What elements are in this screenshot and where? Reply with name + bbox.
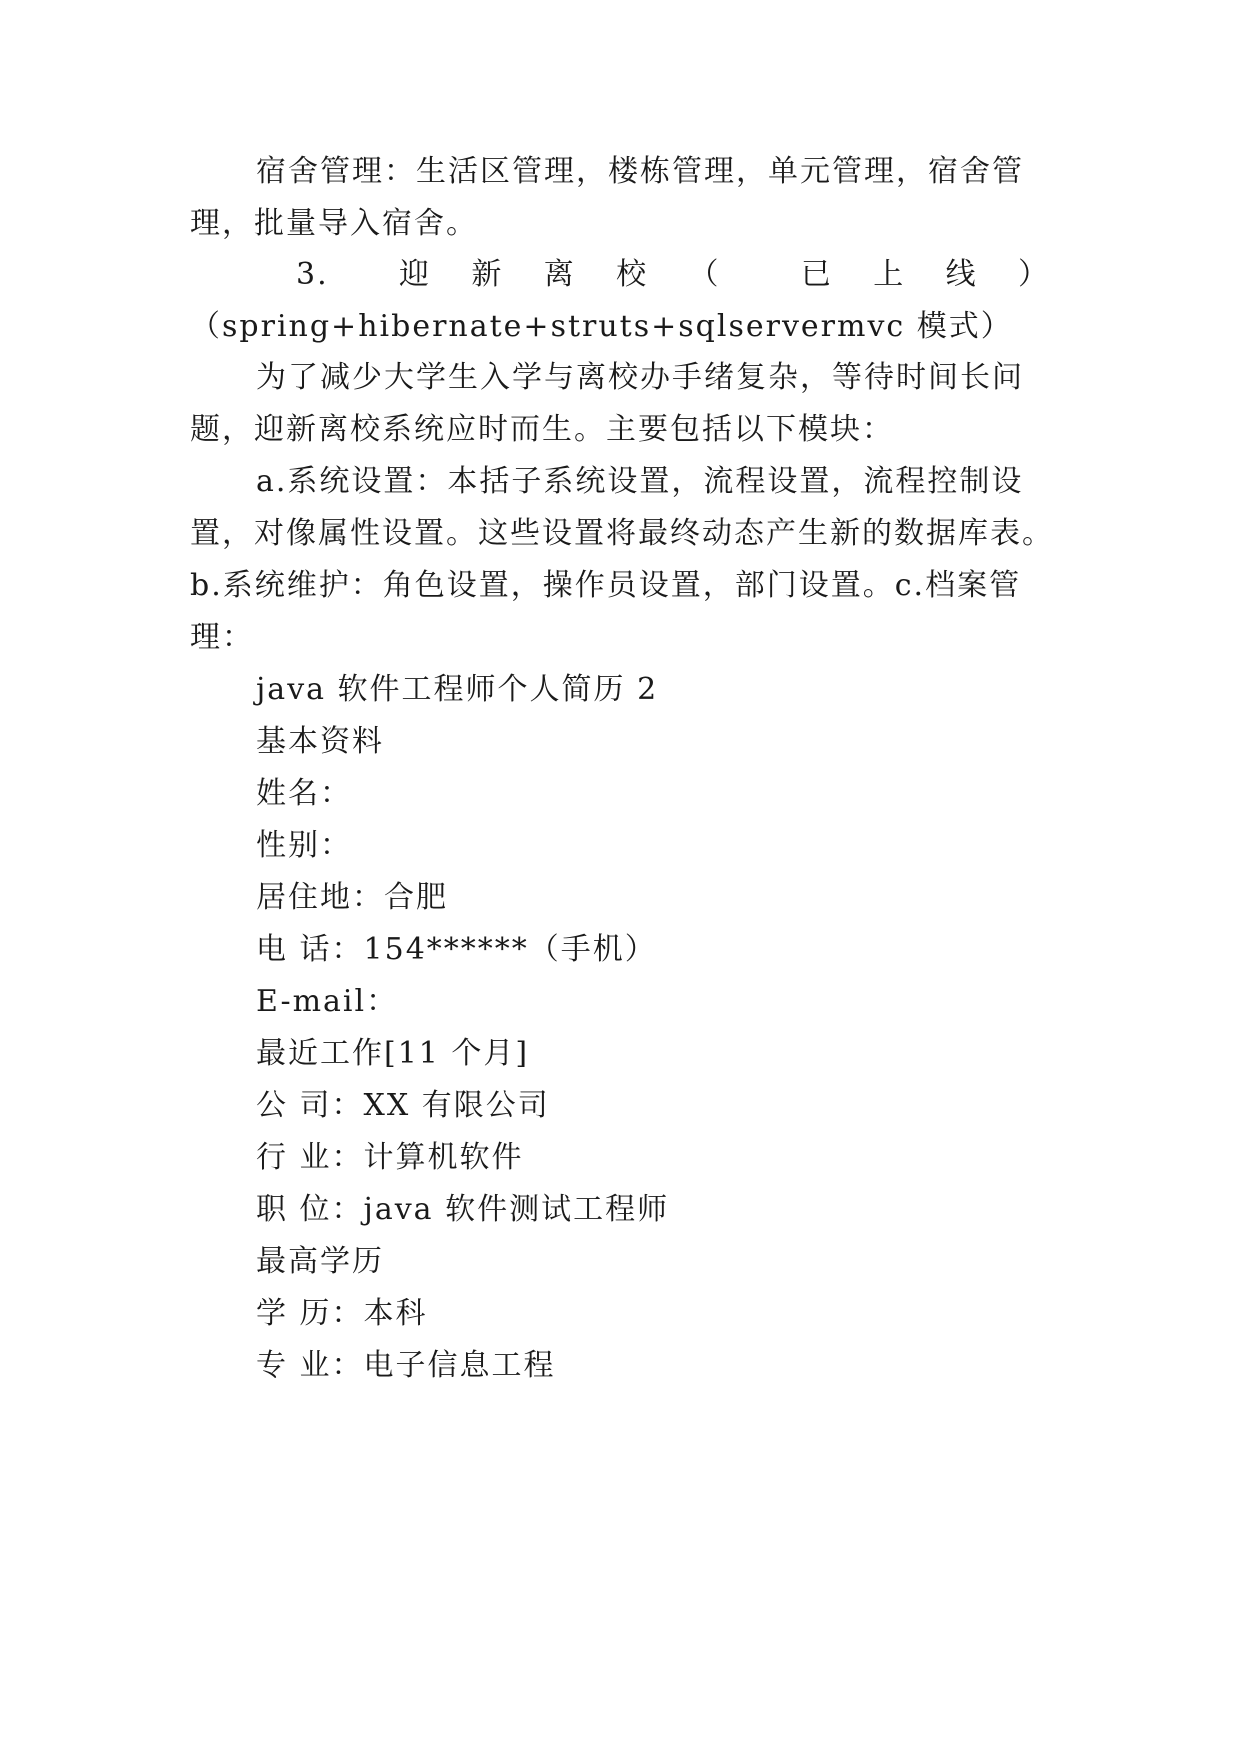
field-gender: 性别： (256, 828, 352, 863)
field-residence: 居住地：合肥 (256, 880, 448, 915)
field-phone: 电 话：154******（手机） (256, 932, 657, 967)
field-name: 姓名： (256, 776, 352, 811)
text-line: 理，批量导入宿舍。 (190, 206, 478, 241)
text-line: 题，迎新离校系统应时而生。主要包括以下模块： (190, 412, 894, 447)
text-line: 置，对像属性设置。这些设置将最终动态产生新的数据库表。 (190, 516, 1054, 551)
heading-char: 上 (873, 257, 906, 292)
section-heading (256, 255, 1050, 295)
section-label: 最高学历 (256, 1244, 384, 1279)
text-line: 为了减少大学生入学与离校办手绪复杂，等待时间长问 (256, 360, 1024, 395)
resume-title: java 软件工程师个人简历 2 (256, 672, 659, 707)
text-line: 宿舍管理：生活区管理，楼栋管理，单元管理，宿舍管 (256, 154, 1024, 189)
heading-char: 已 (800, 257, 833, 292)
field-position: 职 位：java 软件测试工程师 (256, 1192, 670, 1227)
field-company: 公 司：XX 有限公司 (256, 1088, 550, 1123)
heading-number: 3. (296, 257, 329, 292)
heading-char: （ (688, 257, 721, 292)
text-line: 理： (190, 620, 254, 655)
heading-char: 迎 (399, 257, 431, 292)
field-degree: 学 历：本科 (256, 1296, 428, 1331)
heading-char: 离 (543, 257, 576, 292)
heading-char: 新 (471, 257, 504, 292)
field-major: 专 业：电子信息工程 (256, 1348, 556, 1383)
text-line: （spring+hibernate+struts+sqlservermvc 模式） (190, 309, 1013, 344)
field-email: E-mail： (256, 984, 399, 1019)
text-line: a.系统设置：本括子系统设置，流程设置，流程控制设 (256, 464, 1024, 499)
text-line: b.系统维护：角色设置，操作员设置，部门设置。c.档案管 (190, 568, 1022, 603)
heading-char: 校 (616, 257, 649, 292)
heading-char: ） (1018, 257, 1050, 292)
section-label: 最近工作[11 个月] (256, 1036, 530, 1071)
field-industry: 行 业：计算机软件 (256, 1140, 524, 1175)
section-label: 基本资料 (256, 724, 384, 759)
heading-char: 线 (945, 257, 978, 292)
